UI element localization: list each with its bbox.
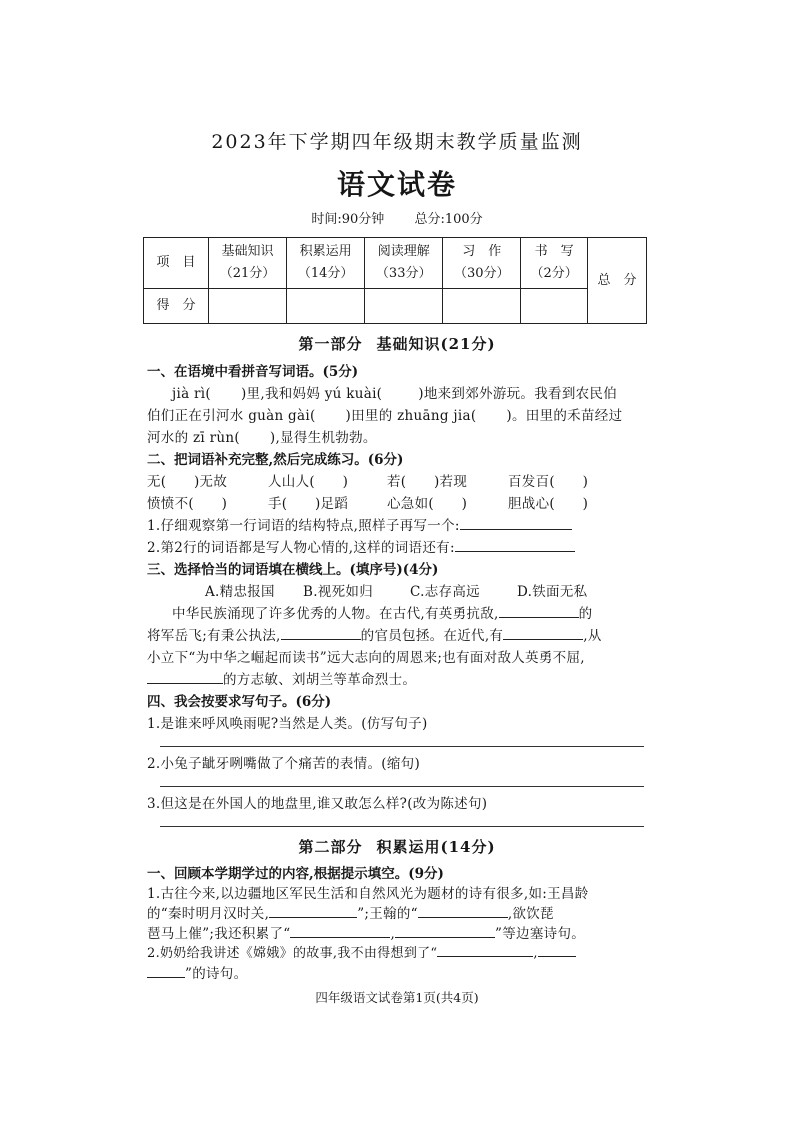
q2-sub-1: 1.仔细观察第一行词语的结构特点,照样子再写一个: xyxy=(147,514,572,534)
q4-sentence-3: 3.但这是在外国人的地盘里,谁又敢怎么样?(改为陈述句) xyxy=(147,796,488,812)
answer-line[interactable] xyxy=(460,515,572,530)
answer-line[interactable] xyxy=(290,923,390,938)
score-cell-reading[interactable] xyxy=(365,289,443,324)
q1-line-2: 伯们正在引河水 guàn gài( )田里的 zhuāng jia( )。田里的禾苗经过 xyxy=(147,408,623,424)
answer-line[interactable] xyxy=(499,603,579,618)
score-row-label: 得 分 xyxy=(144,289,209,324)
idiom-blank[interactable]: 无( )无故 xyxy=(147,474,228,490)
idiom-blank[interactable]: 心急如( ) xyxy=(387,496,468,512)
idiom-blank[interactable]: 若( )若现 xyxy=(387,474,468,490)
score-col-reading: 阅读理解 （33分） xyxy=(365,238,443,289)
q3-para-4: 的方志敏、刘胡兰等革命烈士。 xyxy=(147,668,416,688)
part1-heading: 第一部分 基础知识(21分) xyxy=(298,335,496,353)
answer-line[interactable] xyxy=(418,903,508,918)
q3-para-2: 将军岳飞;有秉公执法, 的官员包拯。在近代,有 ,从 xyxy=(147,624,602,644)
exam-total-score: 总分:100分 xyxy=(414,212,483,227)
answer-line[interactable] xyxy=(281,625,361,640)
q3-para-3: 小立下“为中华之崛起而读书”远大志向的周恩来;也有面对敌人英勇不屈, xyxy=(147,650,585,666)
score-cell-writing[interactable] xyxy=(443,289,521,324)
q5-line-1: 1.古往今来,以边疆地区军民生活和自然风光为题材的诗有很多,如:王昌龄 xyxy=(147,886,589,902)
page-footer: 四年级语文试卷第1页(共4页) xyxy=(315,990,479,1005)
option-d: D.铁面无私 xyxy=(517,584,588,600)
answer-line[interactable] xyxy=(269,903,357,918)
exam-subject-title: 语文试卷 xyxy=(336,168,457,201)
q3-heading: 三、选择恰当的词语填在横线上。(填序号)(4分) xyxy=(147,562,439,578)
idiom-blank[interactable]: 百发百( ) xyxy=(508,474,589,490)
answer-line[interactable] xyxy=(147,669,223,684)
score-col-accumulation: 积累运用 （14分） xyxy=(287,238,365,289)
score-col-handwriting: 书 写 （2分） xyxy=(521,238,588,289)
answer-line[interactable] xyxy=(437,942,533,957)
answer-line[interactable] xyxy=(160,786,644,787)
option-c: C.志存高远 xyxy=(410,584,480,600)
q3-para-1: 中华民族涌现了许多优秀的人物。在古代,有英勇抗敌, 的 xyxy=(172,602,592,622)
score-cell-basic[interactable] xyxy=(209,289,287,324)
answer-line[interactable] xyxy=(395,923,495,938)
q5-line-2: 的“秦时明月汉时关, ”;王翰的“ ,欲饮琵 xyxy=(147,902,554,922)
score-table xyxy=(143,237,647,324)
score-col-basic: 基础知识 （21分） xyxy=(209,238,287,289)
q4-sentence-1: 1.是谁来呼风唤雨呢?当然是人类。(仿写句子) xyxy=(147,716,428,732)
q4-heading: 四、我会按要求写句子。(6分) xyxy=(147,694,332,710)
score-col-writing: 习 作 （30分） xyxy=(443,238,521,289)
q2-heading: 二、把词语补充完整,然后完成练习。(6分) xyxy=(147,452,404,468)
idiom-blank[interactable]: 愤愤不( ) xyxy=(147,496,228,512)
q4-sentence-2: 2.小兔子龇牙咧嘴做了个痛苦的表情。(缩句) xyxy=(147,756,421,772)
q5-heading: 一、回顾本学期学过的内容,根据提示填空。(9分) xyxy=(147,866,444,882)
q5-line-5: ”的诗句。 xyxy=(147,962,247,982)
q1-heading: 一、在语境中看拼音写词语。(5分) xyxy=(147,364,359,380)
score-cell-accumulation[interactable] xyxy=(287,289,365,324)
q2-sub-2: 2.第2行的词语都是写人物心情的,这样的词语还有: xyxy=(147,536,575,556)
answer-line[interactable] xyxy=(455,537,575,552)
exam-title: 2023年下学期四年级期末教学质量监测 xyxy=(211,131,583,153)
answer-line[interactable] xyxy=(160,826,644,827)
score-table-row-label: 项 目 xyxy=(144,238,209,289)
option-b: B.视死如归 xyxy=(303,584,374,600)
q5-line-3: 琶马上催”;我还积累了“ , ”等边塞诗句。 xyxy=(147,922,585,942)
idiom-blank[interactable]: 人山人( ) xyxy=(268,474,349,490)
time-total-line xyxy=(0,208,794,227)
score-cell-handwriting[interactable] xyxy=(521,289,588,324)
part2-heading: 第二部分 积累运用(14分) xyxy=(298,838,496,856)
exam-time: 时间:90分钟 xyxy=(311,212,385,227)
q1-line-3: 河水的 zī rùn( ),显得生机勃勃。 xyxy=(147,430,377,446)
answer-line[interactable] xyxy=(147,963,185,978)
score-col-total: 总 分 xyxy=(588,238,647,324)
q1-line-1: jià rì( )里,我和妈妈 yú kuài( )地来到郊外游玩。我看到农民伯 xyxy=(172,386,618,402)
q5-line-4: 2.奶奶给我讲述《嫦娥》的故事,我不由得想到了“ , xyxy=(147,942,576,961)
option-a: A.精忠报国 xyxy=(205,584,275,600)
answer-line[interactable] xyxy=(503,625,583,640)
answer-line[interactable] xyxy=(538,942,576,957)
idiom-blank[interactable]: 胆战心( ) xyxy=(508,496,589,512)
idiom-blank[interactable]: 手( )足蹈 xyxy=(268,496,349,512)
answer-line[interactable] xyxy=(160,746,644,747)
